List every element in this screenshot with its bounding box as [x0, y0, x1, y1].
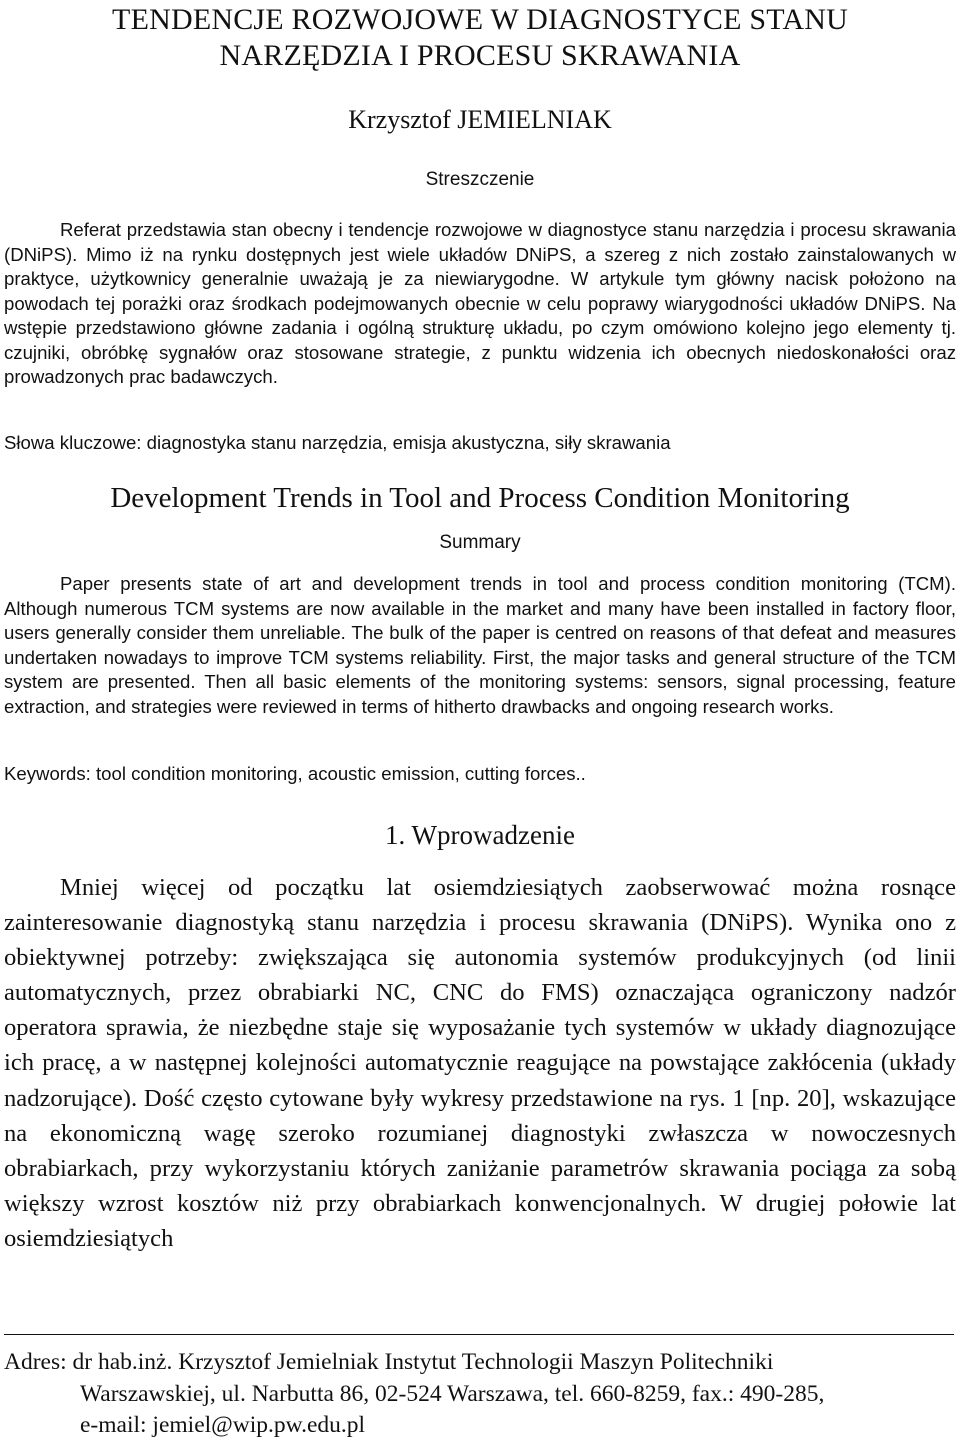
footnote-line-2: Warszawskiej, ul. Narbutta 86, 02-524 Warszawa, tel. 660-8259, fax.: 490-285,: [80, 1380, 825, 1407]
abstract-en-text: Paper presents state of art and development trends in tool and process condition monitoring (TCM). Although numerous TCM systems are now available in the market and many have been installed in factory floor, users generally consider them unreliable. The bulk of the paper is centred on reasons of that defeat and measures undertaken nowadays to improve TCM systems reliability. First, the major tasks and general structure of the TCM system are presented. Then all basic elements of the monitoring systems: sensors, signal processing, feature extraction, and strategies were reviewed in terms of hitherto drawbacks and ongoing research works.: [4, 573, 956, 717]
author-name: Krzysztof JEMIELNIAK: [348, 105, 612, 134]
summary-heading: Summary: [439, 532, 521, 553]
abstract-pl-text: Referat przedstawia stan obecny i tendencje rozwojowe w diagnostyce stanu narzędzia i procesu skrawania (DNiPS). Mimo iż na rynku dostępnych jest wiele układów DNiPS, a szereg z nich zostało zainstalowanych w praktyce, użytkownicy generalnie uważają je za niewiarygodne. W artykule tym główny nacisk położono na powodach tej porażki oraz środkach podejmowanych obecnie w celu poprawy wiarygodności układów DNiPS. Na wstępie przedstawiono główne zadania i ogólną strukturę układu, po czym omówiono kolejno jego elementy tj. czujniki, obróbkę sygnałów oraz stosowane strategie, z punktu widzenia ich obecnych niedoskonałości oraz prowadzonych prac badawczych.: [4, 219, 956, 387]
english-title: Development Trends in Tool and Process Condition Monitoring: [110, 482, 850, 514]
section-body: Mniej więcej od początku lat osiemdziesiątych zaobserwować można rosnące zainteresowanie diagnostyką stanu narzędzia i procesu skrawania (DNiPS). Wynika ono z obiektywnej potrzeby: zwiększająca się autonomia systemów produkcyjnych (od linii automatycznych, przez obrabiarki NC, CNC do FMS) oznaczająca ograniczony nadzór operatora sprawia, że niezbędne staje się wyposażanie tych systemów w układy diagnozujące ich pracę, a w następnej kolejności automatycznie reagujące na powstające zakłócenia (układy nadzorujące). Dość często cytowane były wykresy przedstawione na rys. 1 [np. 20], wskazujące na ekonomiczną wagę szeroko rozumianej diagnostyki zwłaszcza w nowoczesnych obrabiarkach, przy wykorzystaniu których zaniżanie parametrów skrawania pociąga za sobą większy wzrost kosztów niż przy obrabiarkach konwencjonalnych. W drugiej połowie lat osiemdziesiątych: [4, 874, 956, 1252]
footnote-email: e-mail: jemiel@wip.pw.edu.pl: [80, 1412, 366, 1438]
keywords-pl: Słowa kluczowe: diagnostyka stanu narzędzia, emisja akustyczna, siły skrawania: [4, 432, 671, 453]
abstract-heading-pl: Streszczenie: [425, 169, 535, 190]
section-heading: 1. Wprowadzenie: [385, 820, 575, 850]
abstract-en: [4, 572, 956, 719]
footnote-line-1: Adres: dr hab.inż. Krzysztof Jemielniak Instytut Technologii Maszyn Politechniki: [4, 1349, 774, 1375]
author-address-footnote: [4, 1347, 956, 1442]
paper-title-line-1: TENDENCJE ROZWOJOWE W DIAGNOSTYCE STANU: [112, 3, 848, 36]
paper-title: [0, 2, 960, 74]
abstract-pl: [4, 218, 956, 390]
keywords-en: Keywords: tool condition monitoring, acoustic emission, cutting forces..: [4, 763, 586, 784]
footnote-divider: [4, 1334, 954, 1335]
paper-title-line-2: NARZĘDZIA I PROCESU SKRAWANIA: [219, 39, 741, 72]
